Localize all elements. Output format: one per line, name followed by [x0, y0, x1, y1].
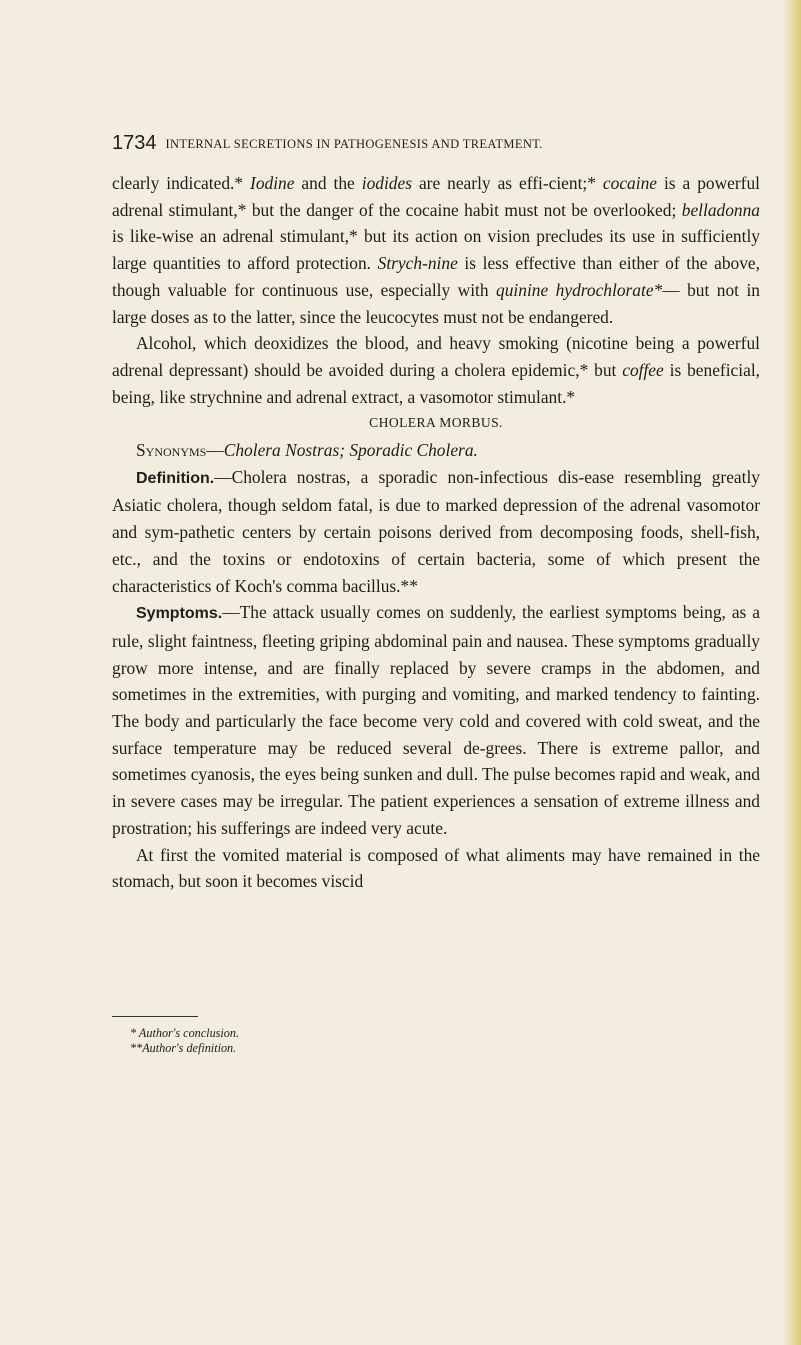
body-text: [112, 170, 760, 895]
footnote-rule: [112, 1016, 198, 1017]
definition-label: Definition.: [136, 469, 215, 487]
term-strychnine: Strych-nine: [377, 253, 458, 274]
symptoms-label: Symptoms.: [136, 605, 223, 623]
term-iodine: Iodine: [250, 173, 295, 193]
footnotes: [130, 1026, 239, 1055]
term-coffee: coffee: [622, 359, 664, 380]
term-cocaine: cocaine: [602, 173, 657, 193]
running-title: INTERNAL SECRETIONS IN PATHOGENESIS AND TREATMENT.: [165, 137, 543, 151]
footnote-2: **Author's definition.: [130, 1040, 237, 1055]
paragraph-definition: Definition.—Cholera nostras, a sporadic non-infectious dis-ease resembling greatly Asiatic cholera, though seldom fatal, is due to marked depression of the adrenal vasomotor and sym-pathetic centers by certain poisons derived from decomposing foods, shell-fish, etc., and the toxins or endotoxins of certain bacteria, some of which present the characteristics of Koch's comma bacillus.**: [112, 466, 760, 596]
synonyms-value: Cholera Nostras; Sporadic Cholera.: [223, 440, 478, 461]
paragraph-synonyms: Synonyms—Cholera Nostras; Sporadic Cholera.: [136, 440, 478, 461]
section-heading: CHOLERA MORBUS.: [369, 415, 503, 431]
paragraph-vomiting: At first the vomited material is composed of what aliments may have remained in the stomach, but soon it becomes viscid: [112, 844, 760, 892]
paragraph-alcohol: Alcohol, which deoxidizes the blood, and heavy smoking (nicotine being a powerful adrenal depressant) should be avoided during a cholera epidemic,* but coffee is beneficial, being, like strychnine and adrenal extract, a vasomotor stimulant.*: [112, 333, 760, 407]
footnote-1: * Author's conclusion.: [130, 1026, 240, 1040]
page-edge: [783, 0, 801, 1345]
term-belladonna: belladonna: [681, 199, 760, 220]
synonyms-label: Synonyms: [136, 440, 207, 461]
paragraph-symptoms: Symptoms.—The attack usually comes on suddenly, the earliest symptoms being, as a rule, slight faintness, fleeting griping abdominal pain and nausea. These symptoms gradually grow more intense, and are finally replaced by severe cramps in the abdomen, and sometimes in the extremities, with purging and vomiting, and marked tendency to fainting. The body and particularly the face become very cold and covered with cold sweat, and the surface temperature may be reduced several de-grees. There is extreme pallor, and sometimes cyanosis, the eyes being sunken and dull. The pulse becomes rapid and weak, and in severe cases may be irregular. The patient experiences a sensation of extreme illness and prostration; his sufferings are indeed very acute.: [112, 602, 760, 838]
term-quinine: quinine hydrochlorate*: [496, 279, 663, 300]
term-iodides: iodides: [361, 173, 412, 193]
running-header: [112, 132, 752, 156]
page-number: 1734: [112, 132, 157, 154]
paragraph-remedies: clearly indicated.* Iodine and the iodides are nearly as effi-cient;* cocaine is a powerful adrenal stimulant,* but the danger of the cocaine habit must not be overlooked; belladonna is like-wise an adrenal stimulant,* but its action on vision precludes its use in sufficiently large quantities to afford protection. Strych-nine is less effective than either of the above, though valuable for continuous use, especially with quinine hydrochlorate*— but not in large doses as to the latter, since the leucocytes must not be endangered.: [112, 173, 760, 327]
